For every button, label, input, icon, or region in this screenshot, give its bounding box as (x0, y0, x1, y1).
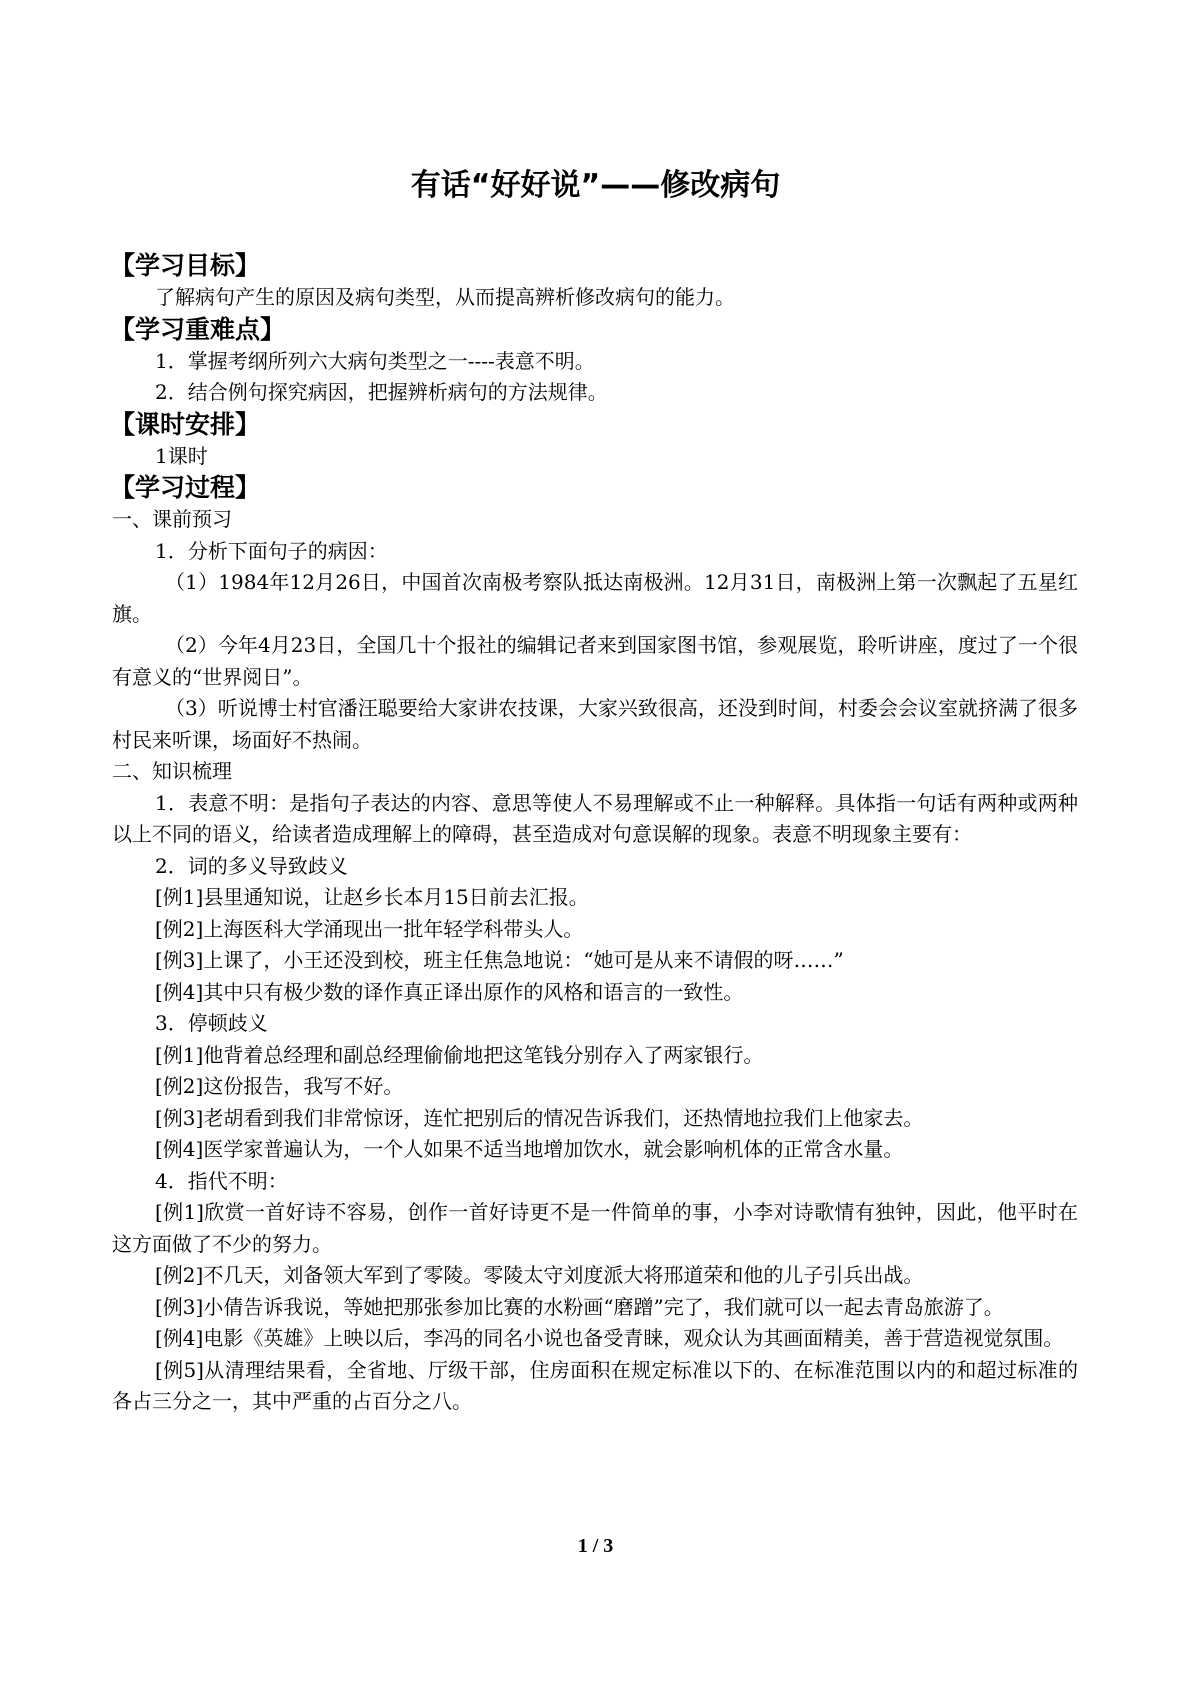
example-item: [例3]小倩告诉我说，等她把那张参加比赛的水粉画“磨蹭”完了，我们就可以一起去青岛旅游了。 (155, 1294, 1004, 1319)
example-item: [例1]县里通知说，让赵乡长本月15日前去汇报。 (155, 885, 589, 909)
example-item: [例2]这份报告，我写不好。 (155, 1074, 404, 1098)
example-item: [例4]其中只有极少数的译作真正译出原作的风格和语言的一致性。 (155, 979, 744, 1004)
goals-text: 了解病句产生的原因及病句类型，从而提高辨析修改病句的能力。 (155, 285, 735, 309)
heading-key-points: 【学习重难点】 (110, 314, 286, 344)
example-item: [例2]不几天，刘备领大军到了零陵。零陵太守刘度派大将邢道荣和他的儿子引兵出战。 (155, 1263, 924, 1287)
example-item: [例4]电影《英雄》上映以后，李冯的同名小说也备受青睐，观众认为其画面精美，善于营造视觉氛围。 (155, 1326, 1064, 1350)
preview-sentence: （1）1984年12月26日，中国首次南极考察队抵达南极洲。12月31日，南极洲上第一次飘起了五星红旗。 (112, 570, 1078, 626)
key-point-item: 1．掌握考纲所列六大病句类型之一----表意不明。 (155, 348, 595, 373)
example-item: [例2]上海医科大学涌现出一批年轻学科带头人。 (155, 916, 584, 941)
part1-item: 1．分析下面句子的病因： (155, 538, 388, 563)
document-title: 有话“好好说”——修改病句 (410, 168, 781, 203)
example-item: [例3]老胡看到我们非常惊讶，连忙把别后的情况告诉我们，还热情地拉我们上他家去。 (155, 1105, 924, 1130)
key-point-item: 2．结合例句探究病因，把握辨析病句的方法规律。 (155, 380, 608, 404)
heading-goals: 【学习目标】 (110, 251, 261, 280)
page-number: 1 / 3 (577, 1535, 614, 1557)
part2-title: 二、知识梳理 (112, 759, 232, 783)
group-title: 2．词的多义导致歧义 (155, 853, 348, 878)
preview-sentence: （3）听说博士村官潘汪聪要给大家讲农技课，大家兴致很高，还没到时间，村委会会议室就挤满了很多村民来听课，场面好不热闹。 (112, 696, 1078, 752)
document-body (112, 250, 1078, 1418)
definition-text: 1．表意不明：是指句子表达的内容、意思等使人不易理解或不止一种解释。具体指一句话有两种或两种以上不同的语义，给读者造成理解上的障碍，甚至造成对句意误解的现象。表意不明现象主要有： (112, 790, 1078, 846)
example-item: [例5]从清理结果看，全省地、厅级干部，住房面积在规定标准以下的、在标准范围以内的和超过标准的各占三分之一，其中严重的占百分之八。 (112, 1357, 1078, 1413)
group-title: 4．指代不明： (155, 1168, 288, 1193)
example-item: [例1]他背着总经理和副总经理偷偷地把这笔钱分别存入了两家银行。 (155, 1042, 764, 1067)
part1-title: 一、课前预习 (112, 507, 232, 531)
schedule-text: 1课时 (155, 443, 208, 468)
example-item: [例3]上课了，小王还没到校，班主任焦急地说：“她可是从来不请假的呀……” (155, 948, 844, 972)
example-item: [例1]欣赏一首好诗不容易，创作一首好诗更不是一件简单的事，小李对诗歌情有独钟，因此，他平时在这方面做了不少的努力。 (112, 1200, 1078, 1256)
group-title: 3．停顿歧义 (155, 1011, 268, 1035)
heading-schedule: 【课时安排】 (110, 409, 261, 439)
heading-process: 【学习过程】 (110, 473, 261, 502)
example-item: [例4]医学家普遍认为，一个人如果不适当地增加饮水，就会影响机体的正常含水量。 (155, 1137, 904, 1161)
preview-sentence: （2）今年4月23日，全国几十个报社的编辑记者来到国家图书馆，参观展览，聆听讲座，度过了一个很有意义的“世界阅日”。 (112, 633, 1078, 689)
